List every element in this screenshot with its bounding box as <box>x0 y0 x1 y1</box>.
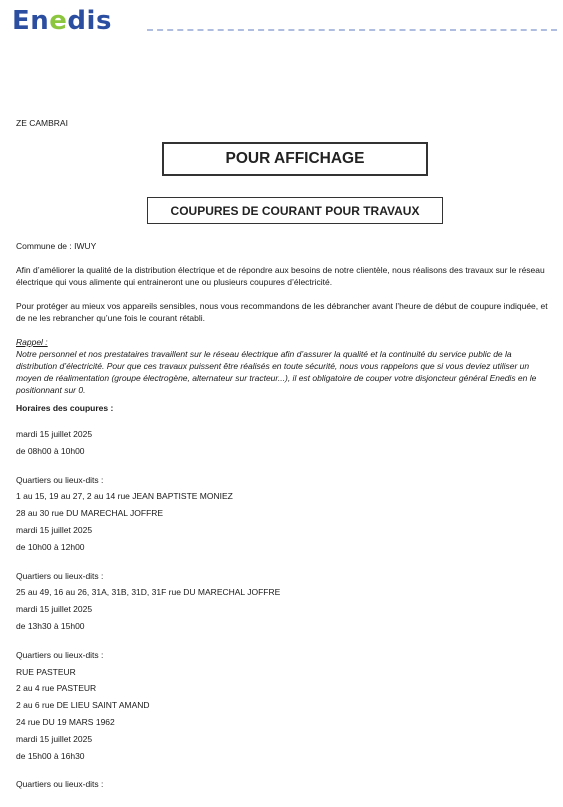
schedule-address: 2 au 4 rue PASTEUR <box>16 683 97 694</box>
schedule-label: Quartiers ou lieux-dits : <box>16 570 104 581</box>
rappel-text: Notre personnel et nos prestataires travaillent sur le réseau électrique afin d’assurer la qualité et la continuité du service public de la distribution d’électricité. Pour que ces travaux puissent être réalisés en toute sécurité, nous vous rappelons que si vous deviez utiliser un moyen de réalimentation (groupe électrogène, alternateur sur tracteur...), il est obligatoire de couper votre disjoncteur général Enedis en le positionnant sur 0. <box>16 349 537 395</box>
subtitle: COUPURES DE COURANT POUR TRAVAUX <box>147 197 443 224</box>
schedule-block-4 <box>16 647 552 765</box>
schedule-date: mardi 15 juillet 2025 <box>16 733 93 744</box>
schedule-label: Quartiers ou lieux-dits : <box>16 474 104 485</box>
header-rule <box>147 29 557 31</box>
schedule-address: 1 au 15, 19 au 27, 2 au 14 rue JEAN BAPTISTE MONIEZ <box>16 491 233 502</box>
schedule-time: de 15h00 à 16h30 <box>16 750 85 761</box>
schedule-time: de 08h00 à 10h00 <box>16 445 85 456</box>
main-title: POUR AFFICHAGE <box>162 142 428 176</box>
schedule-label: Quartiers ou lieux-dits : <box>16 779 104 790</box>
schedule-address: 28 au 30 rue DU MARECHAL JOFFRE <box>16 508 164 519</box>
schedule-date: mardi 15 juillet 2025 <box>16 429 93 439</box>
schedule-address: RUE PASTEUR <box>16 666 76 677</box>
enedis-logo: Enedis <box>12 6 112 36</box>
schedule-time: de 13h30 à 15h00 <box>16 620 85 631</box>
schedule-label: Quartiers ou lieux-dits : <box>16 649 104 660</box>
document-body <box>16 240 552 793</box>
schedule-time: de 10h00 à 12h00 <box>16 541 85 552</box>
schedule-block-2 <box>16 472 552 556</box>
advice-paragraph: Pour protéger au mieux vos appareils sensibles, nous vous recommandons de les débrancher avant l’heure de début de coupure indiquée, et de ne les rebrancher qu’une fois le courant rétabli. <box>16 301 548 323</box>
schedule-date: mardi 15 juillet 2025 <box>16 604 93 615</box>
schedule-address: 24 rue DU 19 MARS 1962 <box>16 716 115 727</box>
intro-paragraph: Afin d’améliorer la qualité de la distribution électrique et de répondre aux besoins de notre clientèle, nous réalisons des travaux sur le réseau électrique qui vous alimente qui entraineront une ou plusieurs coupures d’électricité. <box>16 265 545 287</box>
schedule-block-1 <box>16 426 552 460</box>
rappel-title: Rappel : <box>16 337 48 347</box>
horaires-title: Horaires des coupures : <box>16 403 114 413</box>
site-name: ZE CAMBRAI <box>16 118 68 128</box>
schedule-block-3 <box>16 568 552 635</box>
commune: Commune de : IWUY <box>16 241 97 251</box>
schedule-date: mardi 15 juillet 2025 <box>16 524 93 535</box>
schedule-block-5 <box>16 776 552 793</box>
schedule-address: 2 au 6 rue DE LIEU SAINT AMAND <box>16 700 150 711</box>
schedule-address: 25 au 49, 16 au 26, 31A, 31B, 31D, 31F rue DU MARECHAL JOFFRE <box>16 587 281 598</box>
